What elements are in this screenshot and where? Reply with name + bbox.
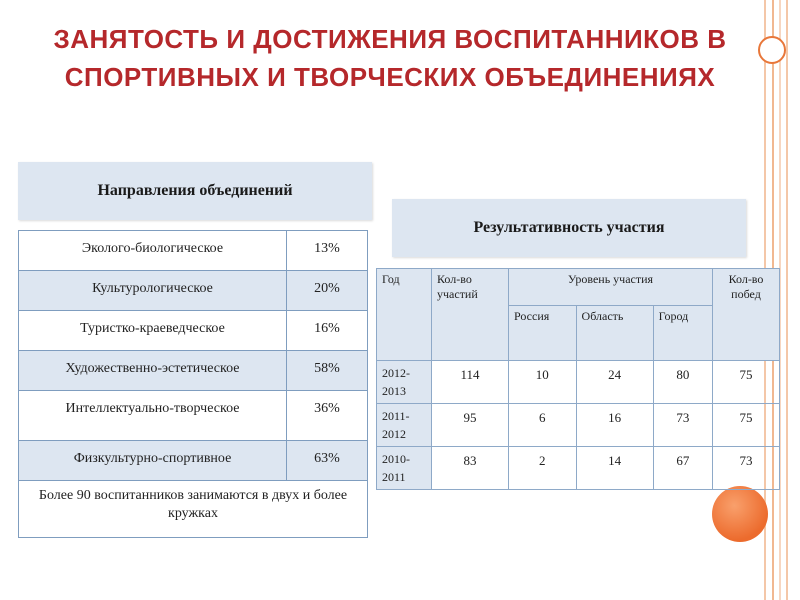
row-wins: 73 [713, 447, 780, 490]
header-russia: Россия [509, 306, 577, 361]
row-russia: 10 [509, 361, 577, 404]
direction-percent: 20% [287, 271, 368, 311]
header-year: Год [377, 269, 432, 361]
table-row [19, 391, 368, 441]
direction-name: Интеллектуально-творческое [19, 391, 287, 441]
table-row [377, 447, 780, 490]
decor-orb [712, 486, 768, 542]
table-header-row [377, 269, 780, 306]
row-region: 16 [576, 404, 653, 447]
directions-note: Более 90 воспитанников занимаются в двух и более кружках [19, 481, 368, 538]
direction-name: Туристко-краеведческое [19, 311, 287, 351]
row-region: 24 [576, 361, 653, 404]
row-city: 73 [653, 404, 712, 447]
direction-percent: 63% [287, 441, 368, 481]
row-year: 2012-2013 [377, 361, 432, 404]
direction-name: Физкультурно-спортивное [19, 441, 287, 481]
results-header: Результативность участия [392, 199, 746, 257]
row-wins: 75 [713, 361, 780, 404]
row-russia: 2 [509, 447, 577, 490]
direction-percent: 13% [287, 231, 368, 271]
table-row [377, 361, 780, 404]
direction-name: Художественно-эстетическое [19, 351, 287, 391]
header-city: Город [653, 306, 712, 361]
decor-ring [758, 36, 786, 64]
row-wins: 75 [713, 404, 780, 447]
row-year: 2011-2012 [377, 404, 432, 447]
slide-title: ЗАНЯТОСТЬ И ДОСТИЖЕНИЯ ВОСПИТАННИКОВ В СПОРТИВНЫХ И ТВОРЧЕСКИХ ОБЪЕДИНЕНИЯХ [53, 24, 727, 92]
direction-percent: 36% [287, 391, 368, 441]
row-participants: 114 [432, 361, 509, 404]
header-level: Уровень участия [509, 269, 713, 306]
table-row [19, 231, 368, 271]
row-participants: 95 [432, 404, 509, 447]
results-table [376, 268, 780, 490]
table-row [19, 311, 368, 351]
table-row [19, 271, 368, 311]
header-region: Область [576, 306, 653, 361]
table-row [19, 351, 368, 391]
header-wins: Кол-во побед [713, 269, 780, 361]
directions-header: Направления объединений [18, 162, 372, 220]
row-city: 80 [653, 361, 712, 404]
table-row [377, 404, 780, 447]
row-region: 14 [576, 447, 653, 490]
row-participants: 83 [432, 447, 509, 490]
row-city: 67 [653, 447, 712, 490]
row-russia: 6 [509, 404, 577, 447]
direction-name: Эколого-биологическое [19, 231, 287, 271]
directions-table [18, 230, 368, 538]
row-year: 2010-2011 [377, 447, 432, 490]
decor-stripe [786, 0, 788, 600]
table-row [19, 441, 368, 481]
header-participants: Кол-во участий [432, 269, 509, 361]
direction-percent: 58% [287, 351, 368, 391]
direction-percent: 16% [287, 311, 368, 351]
direction-name: Культурологическое [19, 271, 287, 311]
table-row [19, 481, 368, 538]
